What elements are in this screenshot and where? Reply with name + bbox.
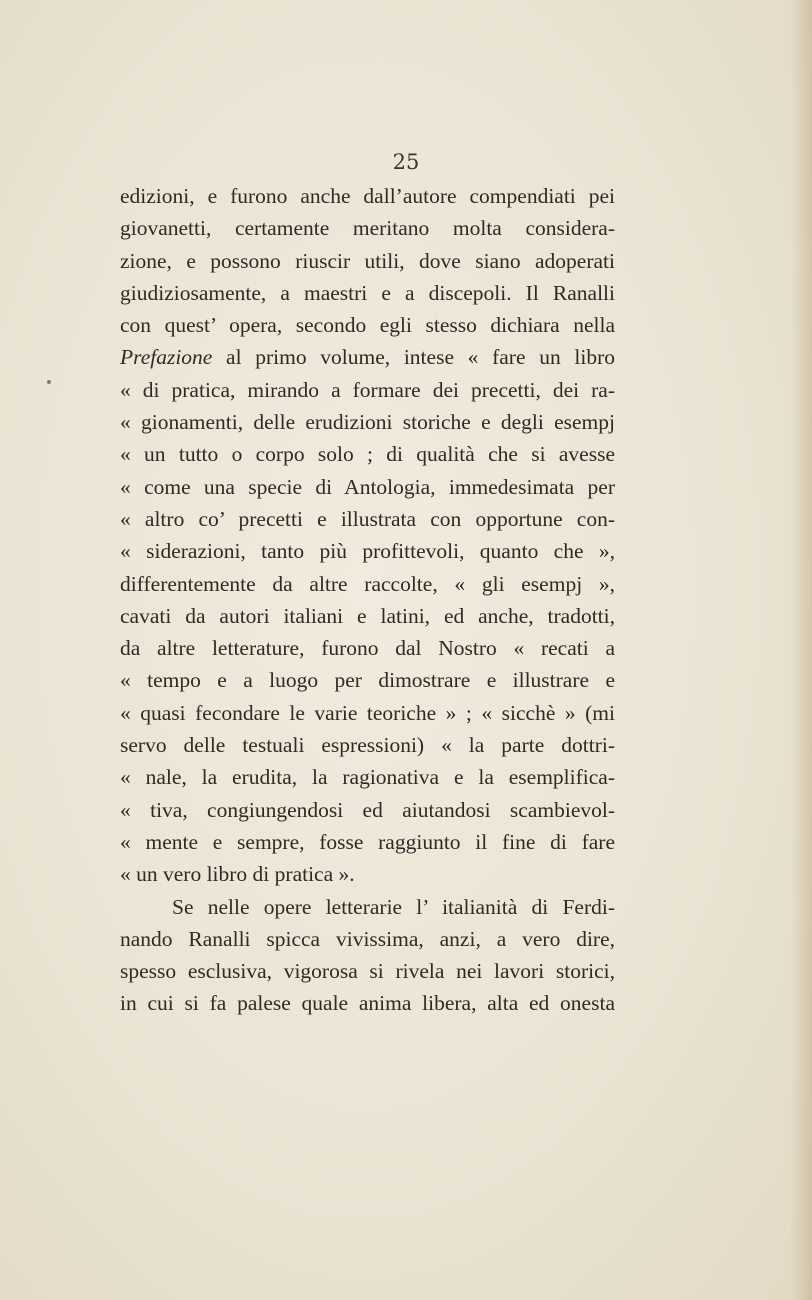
text-line: « mente e sempre, fosse raggiunto il fine di fare [120, 829, 615, 854]
text-line: spesso esclusiva, vigorosa si rivela nei lavori storici, [120, 959, 615, 984]
text-line: giudiziosamente, a maestri e a discepoli. Il Ranalli [120, 280, 615, 305]
body-text [120, 180, 615, 1020]
text-line-rest: al primo volume, intese « fare un libro [212, 345, 615, 370]
text-line: con quest’ opera, secondo egli stesso dichiara nella [120, 313, 615, 338]
text-line: « di pratica, mirando a formare dei precetti, dei ra- [120, 377, 615, 402]
text-line: « altro co’ precetti e illustrata con opportune con- [120, 506, 615, 531]
text-line: « come una specie di Antologia, immedesimata per [120, 474, 615, 499]
text-line [120, 341, 615, 373]
text-line: « tiva, congiungendosi ed aiutandosi scambievol- [120, 797, 615, 822]
text-line: giovanetti, certamente meritano molta considera- [120, 216, 615, 241]
text-line: « quasi fecondare le varie teoriche » ; « sicchè » (mi [120, 700, 615, 725]
text-line: « un tutto o corpo solo ; di qualità che si avesse [120, 442, 615, 467]
text-line: cavati da autori italiani e latini, ed anche, tradotti, [120, 603, 615, 628]
text-line-paragraph-end: « un vero libro di pratica ». [120, 862, 355, 887]
text-line: zione, e possono riuscir utili, dove siano adoperati [120, 248, 615, 273]
text-line: « tempo e a luogo per dimostrare e illustrare e [120, 668, 615, 693]
text-line: « siderazioni, tanto più profittevoli, quanto che », [120, 539, 615, 564]
text-line: « nale, la erudita, la ragionativa e la esemplifica- [120, 765, 615, 790]
page-number: 25 [392, 150, 420, 174]
text-line-paragraph-start: Se nelle opere letterarie l’ italianità di Ferdi- [172, 894, 615, 919]
text-line: nando Ranalli spicca vivissima, anzi, a vero dire, [120, 926, 615, 951]
text-line: differentemente da altre raccolte, « gli esempj », [120, 571, 615, 596]
text-line: in cui si fa palese quale anima libera, alta ed onesta [120, 991, 615, 1016]
text-line: servo delle testuali espressioni) « la parte dottri- [120, 733, 615, 758]
text-line: da altre letterature, furono dal Nostro « recati a [120, 636, 615, 661]
text-line: edizioni, e furono anche dall’autore compendiati pei [120, 184, 615, 208]
text-line: « gionamenti, delle erudizioni storiche e degli esempj [120, 410, 615, 435]
page-edge-shadow [790, 0, 812, 1300]
ink-spot [47, 380, 51, 384]
italic-title: Prefazione [120, 345, 213, 370]
